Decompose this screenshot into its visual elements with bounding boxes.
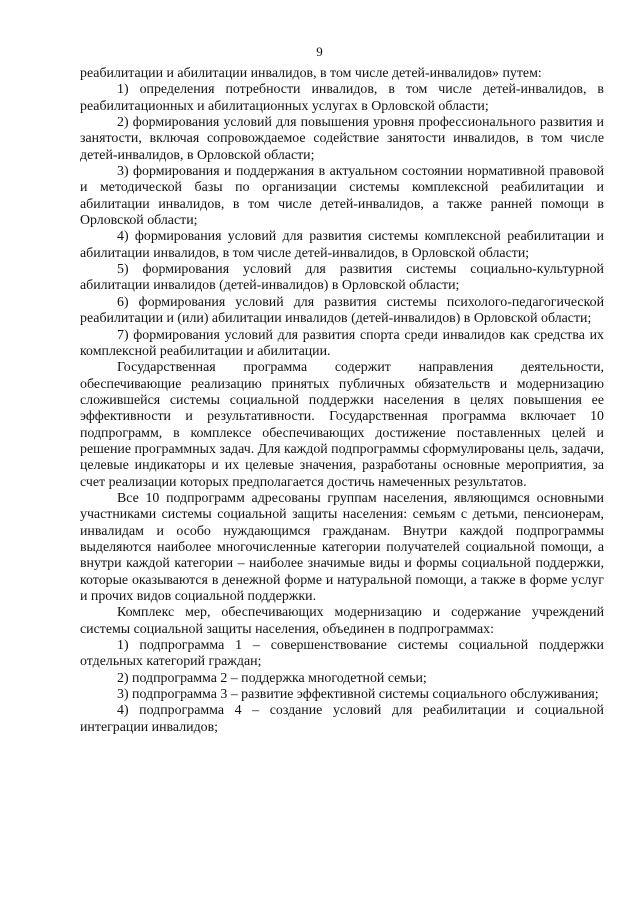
paragraph: 6) формирования условий для развития системы психолого-педагогической реабилитации и (или) абилитации инвалидов (детей-инвалидов) в Орловской области; <box>80 294 604 327</box>
paragraph: 1) определения потребности инвалидов, в том числе детей-инвалидов, в реабилитационных и абилитационных услугах в Орловской области; <box>80 82 604 114</box>
paragraph: 3) подпрограмма 3 – развитие эффективной системы социального обслуживания; <box>117 687 599 703</box>
paragraph: 3) формирования и поддержания в актуальном состоянии нормативной правовой и методической базы по организации системы комплексной реабилитации и абилитации инвалидов, в том числе детей-инвалидов, а также ранней помощи в Орловской области; <box>80 164 604 229</box>
paragraph: 2) подпрограмма 2 – поддержка многодетной семьи; <box>117 670 427 686</box>
paragraph: 4) подпрограмма 4 – создание условий для реабилитации и социальной интеграции инвалидов; <box>80 703 604 735</box>
paragraph: 5) формирования условий для развития системы социально-культурной абилитации инвалидов (детей-инвалидов) в Орловской области; <box>80 262 604 294</box>
page-number: 9 <box>316 44 323 59</box>
paragraph: 2) формирования условий для повышения уровня профессионального развития и занятости, включая сопровождаемое содействие занятости инвалидов, в том числе детей-инвалидов, в Орловской области; <box>80 115 604 163</box>
paragraph: 7) формирования условий для развития спорта среди инвалидов как средства их комплексной реабилитации и абилитации. <box>80 327 604 359</box>
paragraph: Все 10 подпрограмм адресованы группам населения, являющимся основными участниками системы социальной защиты населения: семьям с детьми, пенсионерам, инвалидам и особо нуждающимся гражданам. Внутри каждой подпрограммы выделяются наиболее многочисленные категории получателей социальной помощи, а внутри каждой категории – наиболее значимые виды и формы социальной поддержки, которые оказываются в денежной форме и натуральной помощи, а также в форме услуг и прочих видов социальной поддержки. <box>80 490 604 604</box>
paragraph: Государственная программа содержит направления деятельности, обеспечивающие реализацию принятых публичных обязательств и модернизацию сложившейся системы социальной поддержки населения в целях повышения ее эффективности и результативности. Государственная программа включает 10 подпрограмм, в комплексе обеспечивающих достижение поставленных целей и решение программных задач. Для каждой подпрограммы сформулированы цель, задачи, целевые индикаторы и их целевые значения, разработаны основные мероприятия, за счет реализации которых предполагается достичь намеченных результатов. <box>80 360 604 490</box>
paragraph: Комплекс мер, обеспечивающих модернизацию и содержание учреждений системы социальной защиты населения, объединен в подпрограммах: <box>80 605 604 637</box>
paragraph: 1) подпрограмма 1 – совершенствование системы социальной поддержки отдельных категорий граждан; <box>80 638 604 670</box>
paragraph: 4) формирования условий для развития системы комплексной реабилитации и абилитации инвалидов, в том числе детей-инвалидов, в Орловской области; <box>80 229 604 261</box>
document-body <box>80 66 604 736</box>
paragraph: реабилитации и абилитации инвалидов, в том числе детей-инвалидов» путем: <box>80 66 542 81</box>
